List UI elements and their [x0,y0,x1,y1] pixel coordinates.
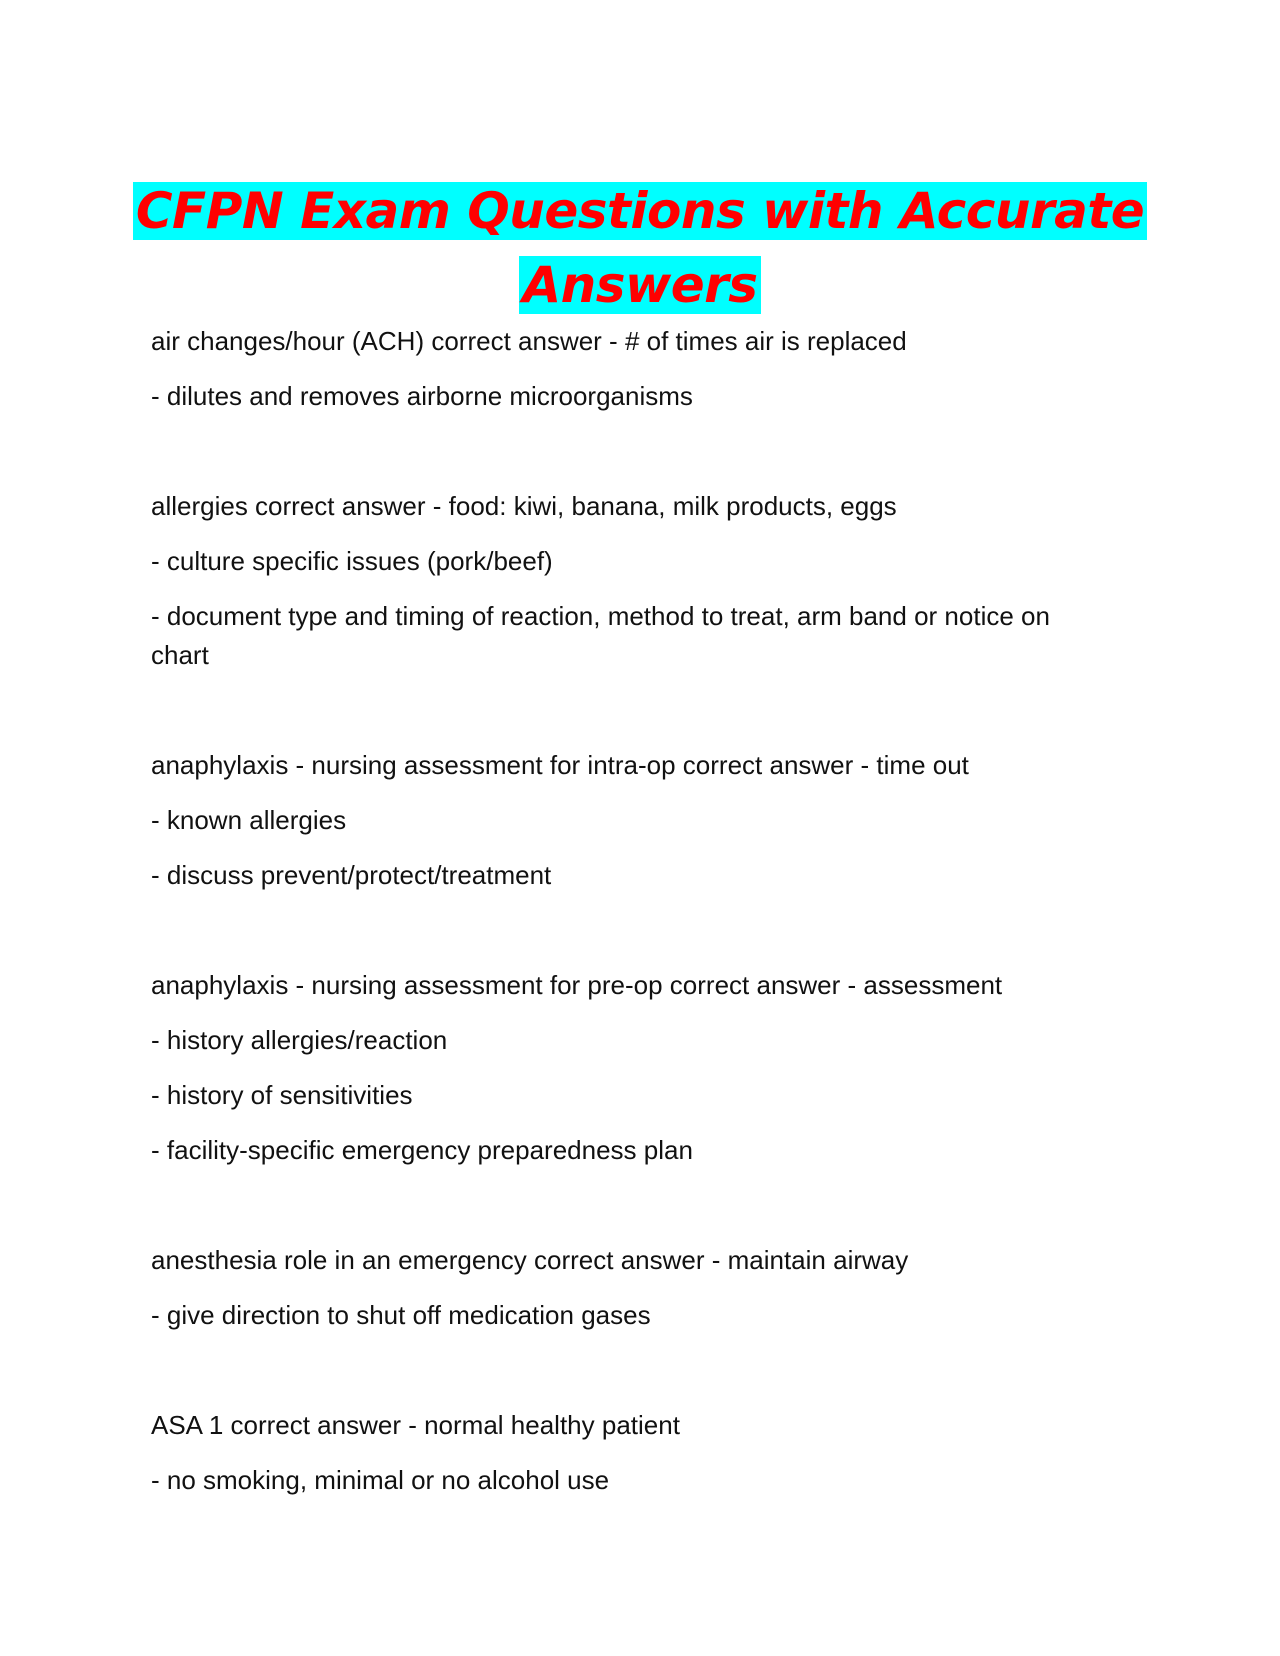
entry-anaphylaxis-intra-op [151,746,1111,895]
spacer [151,432,1111,487]
spacer [151,1186,1111,1241]
entry-anesthesia-role [151,1241,1111,1335]
entry-ach [151,322,1111,416]
entry-line: - culture specific issues (pork/beef) [151,546,553,576]
spacer [151,1351,1111,1406]
entry-anaphylaxis-pre-op [151,966,1111,1170]
entry-line: - dilutes and removes airborne microorganisms [151,381,693,411]
entry-asa-1 [151,1406,1111,1500]
entry-line: - discuss prevent/protect/treatment [151,860,552,890]
document-title [0,174,1280,322]
spacer [151,911,1111,966]
spacer [151,691,1111,746]
entry-line: - document type and timing of reaction, method to treat, arm band or notice on chart [151,601,1050,670]
entry-line: - history allergies/reaction [151,1025,448,1055]
entry-line: - no smoking, minimal or no alcohol use [151,1465,610,1495]
title-line-1: CFPN Exam Questions with Accurate [133,182,1147,240]
entry-line: - history of sensitivities [151,1080,413,1110]
entry-line: - give direction to shut off medication gases [151,1300,651,1330]
entry-allergies [151,487,1111,675]
document-body [151,322,1111,1516]
entry-line: air changes/hour (ACH) correct answer - # of times air is replaced [151,326,907,356]
title-line-2: Answers [519,256,760,314]
entry-line: - facility-specific emergency preparedness plan [151,1135,693,1165]
entry-line: anaphylaxis - nursing assessment for pre-op correct answer - assessment [151,970,1003,1000]
entry-line: anesthesia role in an emergency correct answer - maintain airway [151,1245,909,1275]
entry-line: - known allergies [151,805,347,835]
entry-line: anaphylaxis - nursing assessment for intra-op correct answer - time out [151,750,969,780]
entry-line: allergies correct answer - food: kiwi, banana, milk products, eggs [151,491,897,521]
entry-line: ASA 1 correct answer - normal healthy patient [151,1410,680,1440]
